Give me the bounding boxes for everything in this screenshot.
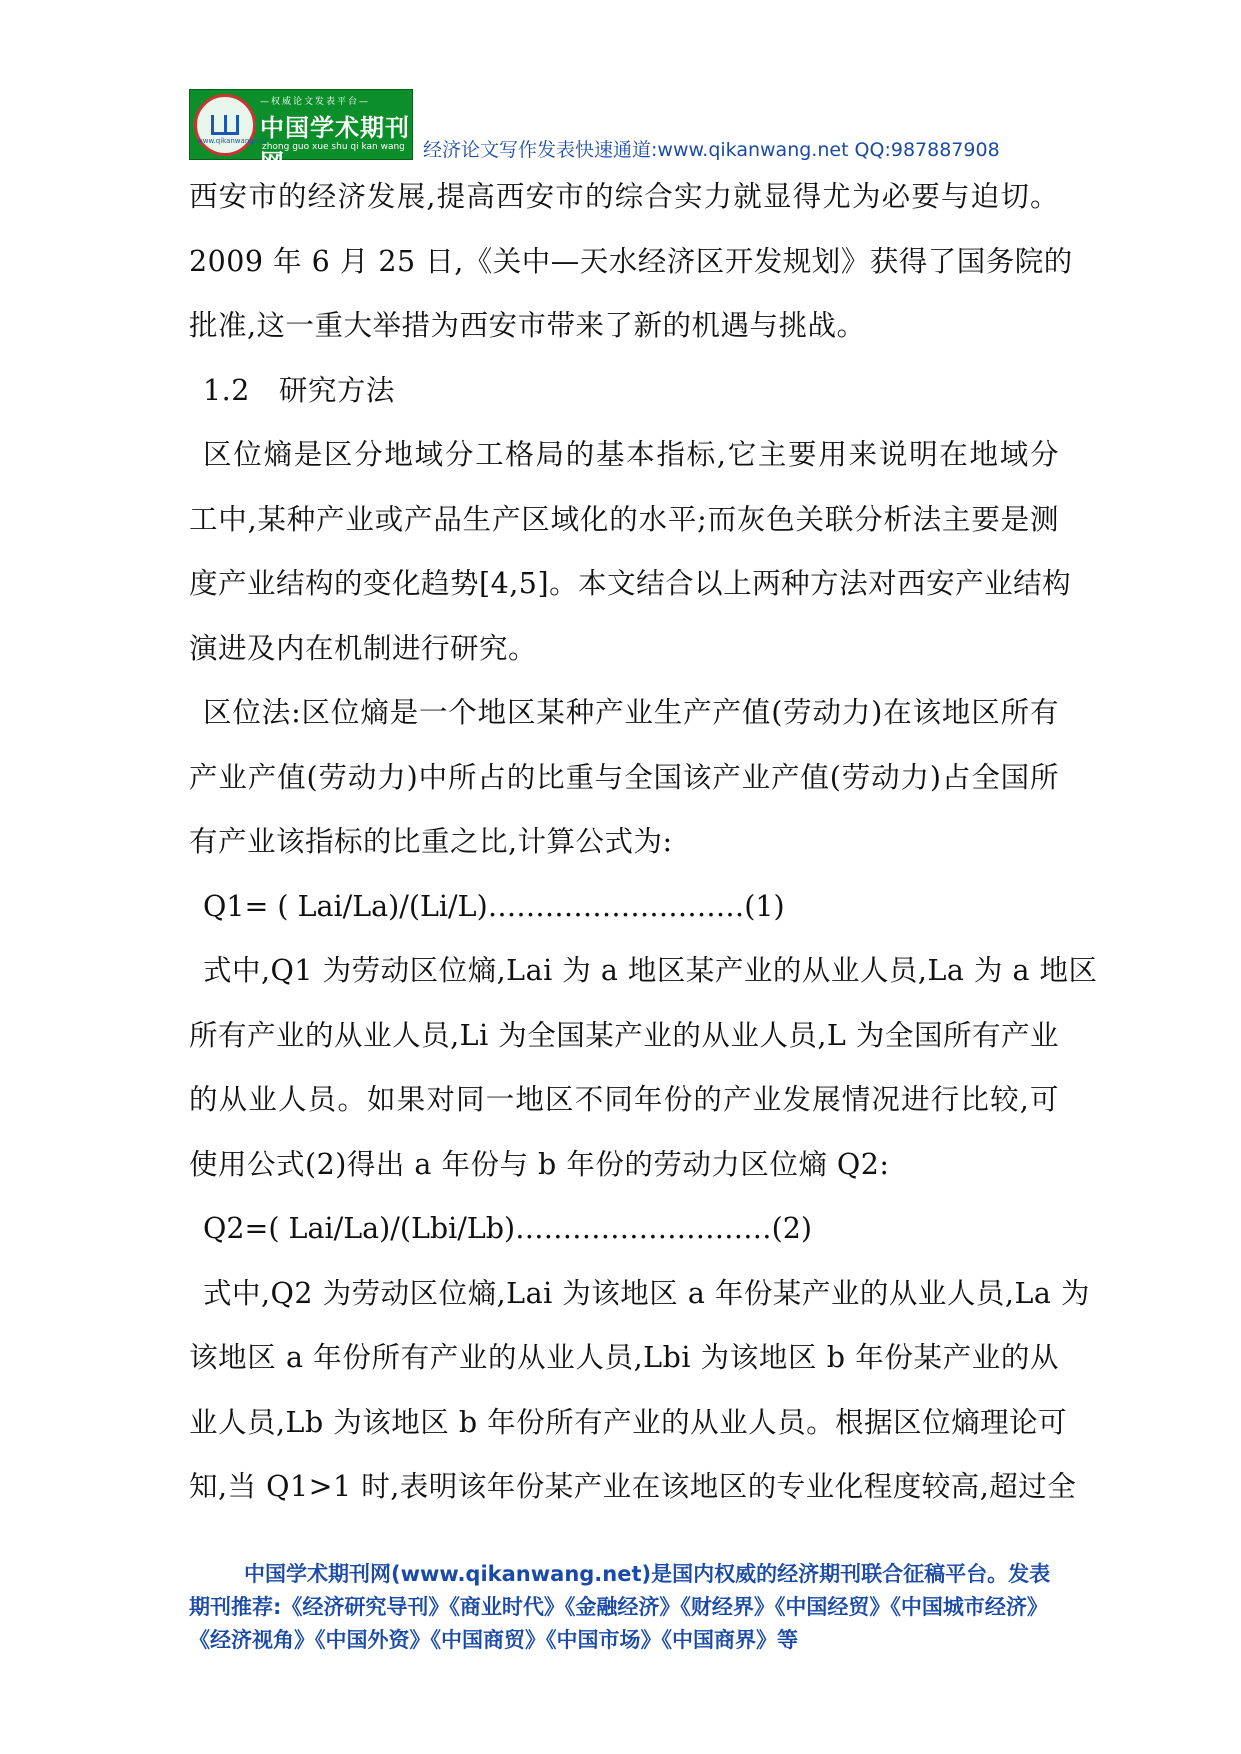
logo-tagline: —权威论文发表平台— (260, 97, 371, 107)
body-line: 业人员,Lb 为该地区 b 年份所有产业的从业人员。根据区位熵理论可 (189, 1405, 1068, 1439)
body-line: 演进及内在机制进行研究。 (189, 631, 538, 665)
formula-2: Q2=( Lai/La)/(Lbi/Lb)………………………(2) (203, 1212, 812, 1245)
document-body (189, 165, 1098, 1520)
body-line: 式中,Q2 为劳动区位熵,Lai 为该地区 a 年份某产业的从业人员,La 为 (203, 1276, 1090, 1310)
body-line: 工中,某种产业或产品生产区域化的水平;而灰色关联分析法主要是测 (189, 502, 1059, 536)
body-line: 产业产值(劳动力)中所占的比重与全国该产业产值(劳动力)占全国所 (189, 760, 1059, 794)
site-logo[interactable] (189, 89, 413, 177)
footer-line: 《经济视角》《中国外资》《中国商贸》《中国市场》《中国商界》等 (189, 1628, 798, 1652)
body-line: 有产业该指标的比重之比,计算公式为: (189, 825, 673, 858)
body-line: 西安市的经济发展,提高西安市的综合实力就显得尤为必要与迫切。 (189, 180, 1059, 213)
body-line: 批准,这一重大举措为西安市带来了新的机遇与挑战。 (189, 309, 866, 342)
body-line: 度产业结构的变化趋势[4,5]。本文结合以上两种方法对西安产业结构 (189, 567, 1072, 600)
body-line: 式中,Q1 为劳动区位熵,Lai 为 a 地区某产业的从业人员,La 为 a 地区 (203, 954, 1098, 987)
section-heading: 1.2 研究方法 (203, 373, 395, 407)
body-line: 区位熵是区分地域分工格局的基本指标,它主要用来说明在地域分 (203, 438, 1059, 471)
body-line: 的从业人员。如果对同一地区不同年份的产业发展情况进行比较,可 (189, 1083, 1059, 1116)
book-icon (211, 115, 239, 135)
body-line: 区位法:区位熵是一个地区某种产业生产产值(劳动力)在该地区所有 (203, 696, 1059, 729)
body-line: 2009 年 6 月 25 日,《关中—天水经济区开发规划》获得了国务院的 (189, 244, 1073, 278)
footer-line: 中国学术期刊网(www.qikanwang.net)是国内权威的经济期刊联合征稿平台。发表 (244, 1562, 1051, 1586)
body-line: 知,当 Q1>1 时,表明该年份某产业在该地区的专业化程度较高,超过全 (189, 1470, 1077, 1503)
body-line: 使用公式(2)得出 a 年份与 b 年份的劳动力区位熵 Q2: (189, 1147, 890, 1181)
book-emblem-icon (194, 94, 268, 156)
header-channel-link[interactable]: 经济论文写作发表快速通道:www.qikanwang.net QQ:987887908 (423, 139, 1000, 161)
footer-line: 期刊推荐:《经济研究导刊》《商业时代》《金融经济》《财经界》《中国经贸》《中国城市经济》 (189, 1595, 1048, 1619)
logo-emblem-url: www.qikanwang.net (197, 137, 268, 145)
body-line: 所有产业的从业人员,Li 为全国某产业的从业人员,L 为全国所有产业 (189, 1018, 1059, 1052)
page-footer (189, 1558, 1061, 1657)
body-line: 该地区 a 年份所有产业的从业人员,Lbi 为该地区 b 年份某产业的从 (189, 1341, 1059, 1374)
logo-name: 中国学术期刊网 (260, 114, 410, 177)
logo-pinyin: zhong guo xue shu qi kan wang (262, 142, 405, 152)
page-header (189, 89, 1059, 177)
formula-1: Q1= ( Lai/La)/(Li/L)………………………(1) (203, 889, 785, 923)
